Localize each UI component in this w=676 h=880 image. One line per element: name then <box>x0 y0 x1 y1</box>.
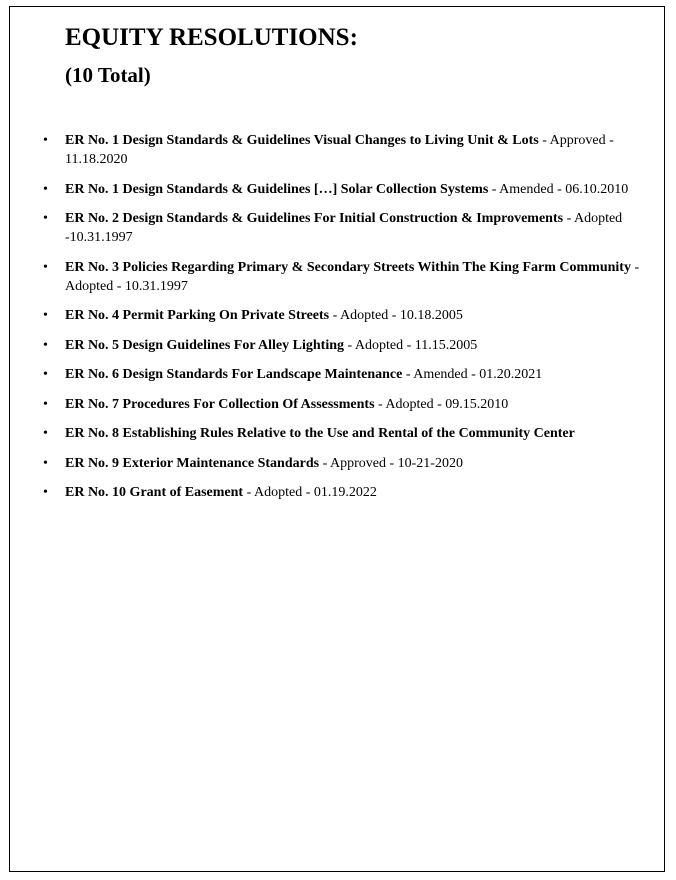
resolution-status: - Approved - 11.18.2020 <box>65 133 614 167</box>
list-item <box>10 180 660 199</box>
resolution-title: ER No. 1 Design Standards & Guidelines Visual Changes to Living Unit & Lots <box>65 133 539 148</box>
resolution-title: ER No. 7 Procedures For Collection Of Assessments <box>65 396 375 412</box>
resolution-title: ER No. 9 Exterior Maintenance Standards <box>65 455 320 471</box>
resolution-title: ER No. 2 Design Standards & Guidelines For Initial Construction & Improvements <box>65 211 564 226</box>
resolution-status: - Approved - 10-21-2020 <box>319 455 463 471</box>
resolution-title: ER No. 4 Permit Parking On Private Streets <box>65 308 330 323</box>
bullet-icon: • <box>43 308 48 323</box>
list-item <box>10 336 660 355</box>
resolution-status: - Adopted -10.31.1997 <box>65 211 623 245</box>
bullet-icon: • <box>43 259 48 275</box>
resolution-title: ER No. 5 Design Guidelines For Alley Lighting <box>65 337 344 353</box>
bullet-icon: • <box>43 485 48 500</box>
document-page <box>9 6 665 872</box>
bullet-icon: • <box>43 133 48 148</box>
list-item <box>10 424 660 443</box>
resolution-title: ER No. 10 Grant of Easement <box>65 485 244 500</box>
page-subtitle: (10 Total) <box>65 63 151 87</box>
list-item <box>10 454 660 473</box>
resolution-status: - Adopted - 10.18.2005 <box>329 308 463 323</box>
bullet-icon: • <box>43 181 48 197</box>
resolution-status: - Adopted - 01.19.2022 <box>243 485 377 500</box>
bullet-icon: • <box>43 426 48 441</box>
resolution-status: - Amended - 06.10.2010 <box>488 181 629 197</box>
resolution-title: ER No. 3 Policies Regarding Primary & Secondary Streets Within The King Farm Community <box>65 259 631 275</box>
resolution-status: - Adopted - 09.15.2010 <box>374 396 509 412</box>
page-title: EQUITY RESOLUTIONS: <box>65 24 358 51</box>
list-item <box>10 365 660 384</box>
resolution-title: ER No. 8 Establishing Rules Relative to the Use and Rental of the Community Center <box>65 426 575 441</box>
bullet-icon: • <box>43 211 48 226</box>
resolution-status: - Adopted - 11.15.2005 <box>344 337 478 353</box>
list-item <box>10 131 660 169</box>
bullet-icon: • <box>43 337 48 353</box>
bullet-icon: • <box>43 455 48 471</box>
list-item <box>10 258 660 296</box>
list-item <box>10 209 660 247</box>
resolution-status: - Amended - 01.20.2021 <box>402 367 543 382</box>
list-item <box>10 483 660 502</box>
list-item <box>10 395 660 414</box>
resolution-list <box>10 131 660 513</box>
bullet-icon: • <box>43 396 48 412</box>
resolution-status: - Adopted - 10.31.1997 <box>65 259 640 294</box>
resolution-title: ER No. 6 Design Standards For Landscape Maintenance <box>65 367 403 382</box>
bullet-icon: • <box>43 367 48 382</box>
list-item <box>10 306 660 325</box>
resolution-title: ER No. 1 Design Standards & Guidelines […] Solar Collection Systems <box>65 181 489 197</box>
